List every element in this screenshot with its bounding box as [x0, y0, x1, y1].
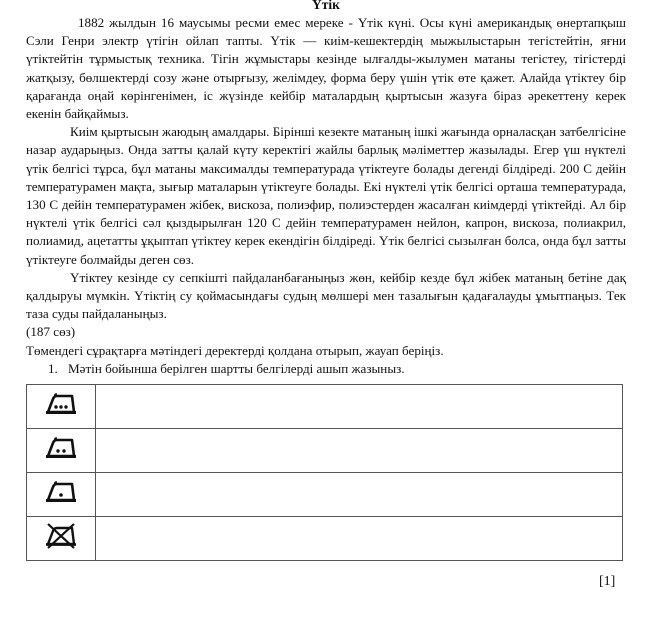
symbol-cell: [27, 385, 96, 429]
question-number: 1.: [48, 360, 58, 376]
score-mark: [1]: [599, 574, 616, 589]
table-row: [27, 517, 623, 561]
iron-one-dot-icon: [45, 481, 77, 503]
document-page: [26, 0, 626, 378]
table-row: [27, 473, 623, 517]
answer-cell[interactable]: [96, 473, 623, 517]
question-text: Мәтін бойынша берілген шартты белгілерді ашып жазыныз.: [68, 360, 405, 376]
instruction-text: Төмендегі сұрақтарға мәтіндегі деректерді қолдана отырып, жауап беріңіз.: [26, 342, 444, 358]
symbol-cell: [27, 429, 96, 473]
do-not-iron-icon: [45, 523, 77, 549]
symbol-cell: [27, 517, 96, 561]
answer-cell[interactable]: [96, 429, 623, 473]
page-title: Үтік: [312, 0, 340, 12]
table-row: [27, 429, 623, 473]
word-count: (187 сөз): [26, 324, 76, 340]
answer-cell[interactable]: [96, 385, 623, 429]
paragraph-advice: Үтіктеу кезінде су сепкішті пайдаланбағаныңыз жөн, кейбір кезде бұл жібек матаның бетіне дақ қалдыруы мүмкін. Үтіктің су қоймасындағы судың мөлшері мен тазалығын қадағалауды ұмытпаңыз. Тек таза суды пайдаланыңыз.: [26, 269, 626, 322]
question-1: [48, 360, 626, 378]
answer-cell[interactable]: [96, 517, 623, 561]
iron-two-dots-icon: [45, 437, 77, 459]
symbols-table: [26, 384, 623, 561]
iron-three-dots-icon: [45, 393, 77, 415]
symbol-cell: [27, 473, 96, 517]
paragraph-methods: Киім қыртысын жаюдың амалдары. Бірінші кезекте матаның ішкі жағында орналасқан затбелгісіне назар аударыңыз. Онда затты қалай күту керектігі жайлы барлық мәліметтер жазылады. Егер үш нүктелі үтік белгісі тұрса, бұл матаны максималды температурада үтіктеуге болады дегенді білдіреді. 200 С дейін температурамен мақта, зығыр маталарын үтіктеуге болады. Екі нүктелі үтік белгісі орташа температурада, 130 С дейін температурамен жібек, вискоза, полиэфир, полиэстерден жасалған киімдерді үтіктейді. Ал бір нүктелі үтік белгісі сәл қыздырылған 120 С дейін температурамен нейлон, капрон, вискоза, полиакрил, полиамид, ацетатты ұқыптап үтіктеу керек екендігін білдіреді. Үтік белгісі сызылған болса, онда бұл затты үтіктеуге болмайды деген сөз.: [26, 124, 626, 267]
table-row: [27, 385, 623, 429]
paragraph-intro: 1882 жылдын 16 маусымы ресми емес мереке - Үтік күні. Осы күні американдық өнертапқыш Сэли Генри электр үтігін ойлап тапты. Үтік — киім-кешектердің мыжылыстарын тегістейтін, яғни үтіктейтін тұрмыстық техника. Тігін жұмыстары кезінде ылғалды-жылумен матаны тегістеу, тігістерді жатқызу, бөлшектерді созу және отырғызу, желімдеу, форма беру үшін үтік өте қажет. Алайда үтіктеу бір қарағанда оңай көрінгенімен, іс жүзінде кейбір маталардың қыртысын жазуға біраз әрекеттену керек екенін байқаймыз.: [26, 15, 626, 122]
